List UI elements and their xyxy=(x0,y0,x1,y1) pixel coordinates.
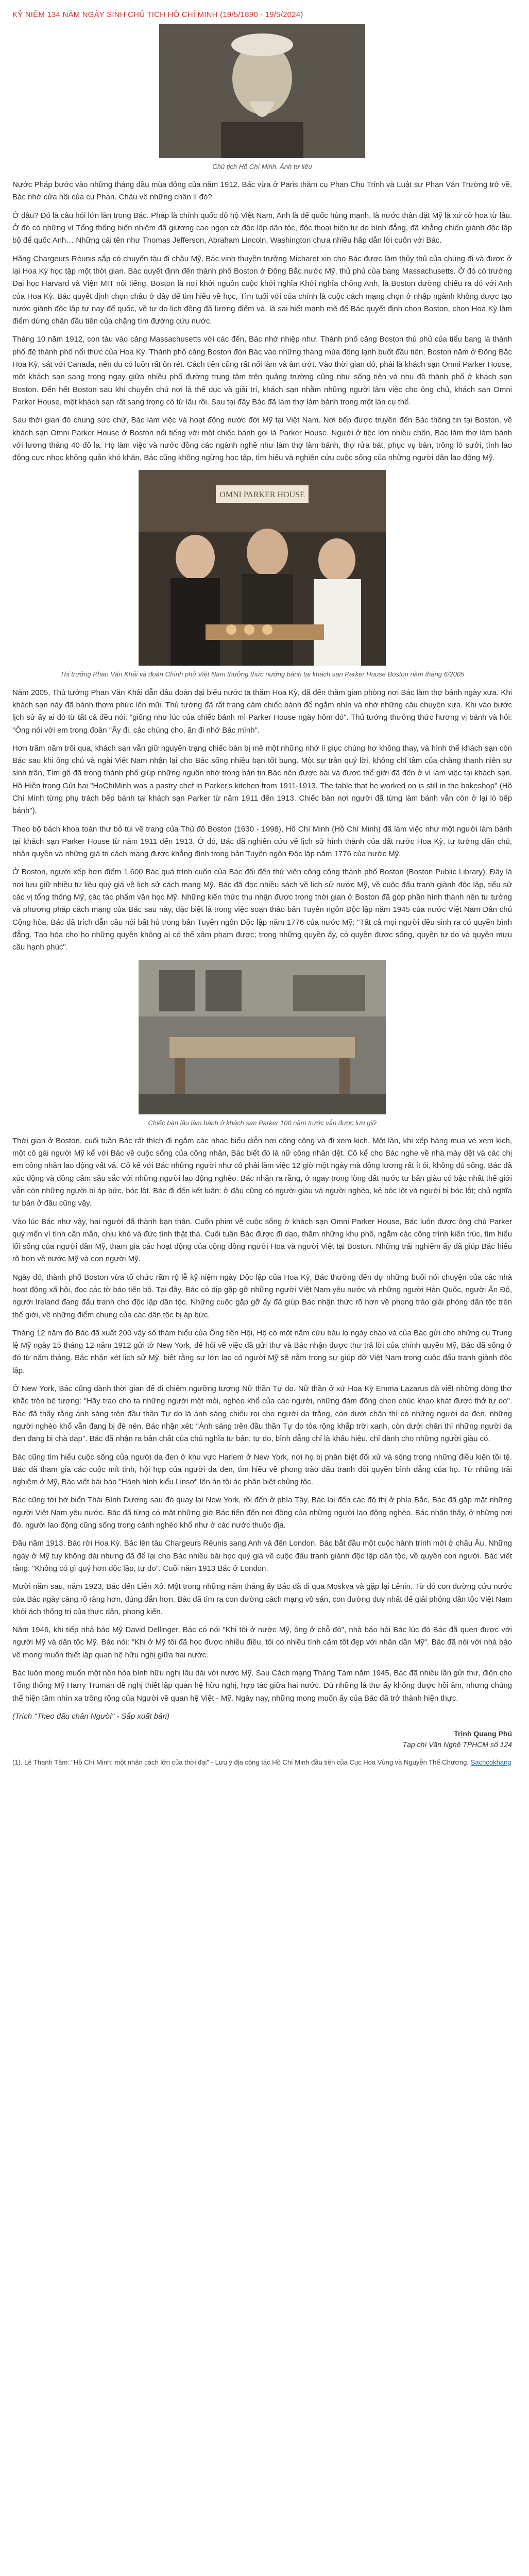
author-role: Tạp chí Văn Nghệ TPHCM số 124 xyxy=(402,1740,512,1749)
paragraph: Vào lúc Bác như vậy, hai người đã thành bạn thân. Cuốn phim về cuộc sống ở khách sạn Omni Parker House, Bác luôn được ông chủ Parker quý mến vì tính cần mẫn, chịu khó và đức tính thật thà. Cuối tuần Bác được đi dạo, thăm những khu phố, ngắm các công trình kiến trúc, tìm hiểu lối sống của người dân Mỹ, tham gia các hoạt động của cộng đồng người Hoa và người Việt tại Boston. Những trải nghiệm ấy đã giúp Bác hiểu rõ hơn về nước Mỹ và con người Mỹ. xyxy=(12,1217,512,1264)
paragraph: Nước Pháp bước vào những tháng đầu mùa đông của năm 1912. Bác vừa ở Paris thăm cụ Phan Chu Trinh và Luật sư Phan Văn Trường trở về. Bác nhờ cửa hồi của cụ Phan. Châu về những chân lí đó? xyxy=(12,180,512,202)
kitchen-image xyxy=(139,960,386,1114)
kitchen-figure xyxy=(12,960,512,1128)
footnote xyxy=(12,1757,512,1768)
paragraph: Bác cũng tìm hiểu cuộc sống của người da đen ở khu vực Harlem ở New York, nơi họ bị phân biệt đối xử và sống trong những điều kiện tồi tệ. Bác đã tham gia các cuộc mít tinh, hội họp của người da đen, tìm hiểu về phong trào đấu tranh đòi quyền bình đẳng của họ. Từ những trải nghiệm ở Mỹ, Bác viết bài báo "Hành hình kiểu Linsơ" lên án tội ác phân biệt chủng tộc. xyxy=(12,1452,512,1487)
paragraph: Thời gian ở Boston, cuối tuần Bác rất thích đi ngắm các nhạc biểu diễn nơi công cộng và đi xem kịch. Một lần, khi xếp hàng mua vé xem kịch, một cô gái người Mỹ kể với Bác về cuộc sống của công nhân, Bác biết đó là nữ công nhân dệt. Cô kể cho Bác nghe về nhà máy dệt và các chị em công nhân lao động vất vả. Cô kể với Bác những người như cô phải làm việc 12 giờ một ngày mà đồng lương rất ít ỏi, không đủ sống. Bác đã xúc động và đồng cảm sâu sắc với những người lao động nghèo. Bác nhận ra rằng, ở ngay trong lòng đất nước tư bản giàu có bậc nhất thế giới vẫn còn những người bị áp bức, bóc lột. Bác đi đến kết luận: ở đâu cũng có người giàu và người nghèo, kẻ bóc lột và người bị bóc lột; chủ nghĩa tư bản ở đâu cũng vậy. xyxy=(12,1136,512,1208)
portrait-caption: Chủ tịch Hồ Chí Minh. Ảnh tư liệu xyxy=(212,163,312,171)
portrait-illustration xyxy=(159,24,365,158)
portrait-figure xyxy=(12,24,512,172)
hotel-illustration xyxy=(139,470,386,666)
paragraph: Năm 2005, Thủ tướng Phan Văn Khải dẫn đầu đoàn đại biểu nước ta thăm Hoa Kỳ, đã đến thăm gian phòng nơi Bác làm thợ bánh ngày xưa. Khi khách sạn này đã bánh thơm phức lên mũi. Thủ tướng đã rất trang cảm chiếc bánh để ngắm nhìn và nhớ những câu chuyện xưa. Khi vào bước lịch sử ấy ai đó từ tất cả đều nói: "giống như lúc của chiếc bánh mì Parker House ngày hôm đó". Thủ tướng thưởng thức hương vị bánh và hỏi: "Ông nói với em trong đoàn "Ấy đi, các chúng cho, ăn đi nhớ Bác mình". xyxy=(12,688,512,735)
hotel-caption: Thị trưởng Phan Văn Khải và đoàn Chính phủ Việt Nam thưởng thức nướng bánh tại khách sạn Parker House Boston năm tháng 6/2005 xyxy=(60,670,465,679)
paragraph: Bác luôn mong muốn một nền hòa bình hữu nghị lâu dài với nước Mỹ. Sau Cách mạng Tháng Tám năm 1945, Bác đã nhiều lần gửi thư, điện cho Tổng thống Mỹ Harry Truman đề nghị thiết lập quan hệ hữu nghị, hợp tác giữa hai nước. Dù những lá thư ấy không được hồi âm, nhưng chúng thể hiện tầm nhìn xa trông rộng của Người về quan hệ Việt - Mỹ. Ngày nay, những mong muốn ấy của Bác đã trở thành hiện thực. xyxy=(12,1669,512,1703)
kitchen-caption: Chiếc bàn lâu làm bánh ở khách sạn Parker 100 năm trước vẫn được lưu giữ xyxy=(148,1118,377,1127)
hotel-sign: OMNI PARKER HOUSE xyxy=(219,490,305,500)
paragraph: Tháng 10 năm 1912, con tàu vào cảng Massachusetts với các đến, Bác nhớ nhiệp như. Thành phố cảng Boston thủ phủ của tiểu bang là thành phố đệ thành phố nổi thức của Hoa Kỳ. Thành phố cảng Boston đón Bác vào những tháng mùa đông lạnh buốt đầu tiên, Boston năm ở Đông Bắc Hoa Kỳ, sát với Canada, nên du có luồn rất ôn rét. Cách tiên cũng rất nổi làm và ảm ướt. Vào thời gian đó, phái là khách sạn Omni Parker House, một khách sạn sang trọng ngay giữa nhiều phố đường trung tâm trên quảng trường cũng như sống tiện và nhu đồ thành phố ở khách sạn Boston. Đến hết Boston sau khi chuyển chú nơi là thể dục và giải trí, khách sạn nhằm những người làm việc cho ông chủ, khách sạn Omni Parker House, một khách sạn rất sang trọng có từ lâu rồi. Sau tại đây Bác đã làm thợ làm bánh trong một lán cụ thể. xyxy=(12,335,512,406)
footnote-link[interactable]: Sachcokhang xyxy=(470,1758,511,1767)
paragraph: Ở đâu? Đó là câu hỏi lớn lăn trong Bác. Pháp là chính quốc đô hộ Việt Nam, Anh là đế quốc hùng mạnh, là nước thân đặt Mỹ là xứ cờ hoa từ lâu. Ở đó có những ví Tổng thống biến nhiệm đã giương cao ngọn cờ độc lập dân tộc, độc thoại hiện tự do bình đẳng, đã khẳng chiến giành độc lập bộ để quốc Anh… Những cái tên như Thomas Jefferson, Abraham Lincoln, Washington chưa nhiều hấp dẫn lời cuốn với Bác. xyxy=(12,211,512,245)
translation-note: (Trích "Theo dấu chân Người" - Sắp xuất bản) xyxy=(12,1711,169,1721)
paragraph: Ở Boston, người xếp hơn điểm 1.600 Bác quá trình cuốn của Bác đối đến thứ viên công cộng thành phố Boston (Boston Public Library). Đây là nơi lưu giữ nhiều tư liệu quý giá về lịch sử cách mạng Mỹ. Bác đã đọc nhiều sách về lịch sử nước Mỹ, về cuộc đấu tranh giành độc lập, tiểu sử các vị tổng thống Mỹ, các tác phẩm văn học Mỹ. Những kiến thức thu nhận được trong thời gian ở Boston đã góp phần hình thành nên tư tưởng và phương pháp cách mạng của Bác sau này, đặc biệt là trong việc soạn thảo bản Tuyên ngôn Độc lập năm 1945 của nước Việt Nam Dân chủ Cộng hòa, Bác đã trích dẫn câu nói bất hủ trong bản Tuyên ngôn Độc lập năm 1776 của nước Mỹ: "Tất cả mọi người đều sinh ra có quyền bình đẳng. Tạo hóa cho họ những quyền không ai có thể xâm phạm được; trong những quyền ấy, có quyền được sống, quyền tự do và quyền mưu cầu hạnh phúc". xyxy=(12,868,512,952)
paragraph: Bác cũng tới bờ biển Thái Bình Dương sau đó quay lại New York, rồi đến ở phía Tây, Bác lại đến các đô thị ở phía Bắc, Bác đã gặp mặt những người Việt Nam yêu nước. Bác đã từng có mặt những giờ Bác tiến đến nơi đồng của những người lao động nghèo. Bác nhận thấy, ở những nơi đó, người lao động cũng sống trong cảnh nghèo khổ như ở các nước thuộc địa. xyxy=(12,1496,512,1530)
paragraph: Ngày đó, thành phố Boston vừa tổ chức rầm rộ lễ kỷ niệm ngày Độc lập của Hoa Kỳ, Bác thường đến dự những buổi nói chuyện của các nhà hoạt động xã hội, đọc các tờ báo tiến bộ. Tại đây, Bác có dịp gặp gỡ những người Việt Nam yêu nước và những người Hàn Quốc, người Ấn Độ, người Ireland đang đấu tranh cho độc lập dân tộc. Những cuộc gặp gỡ ấy đã giúp Bác nhận thức rõ hơn về phong trào giải phóng dân tộc trên thế giới, về những điểm chung của các dân tộc bị áp bức. xyxy=(12,1273,512,1319)
paragraph: Tháng 12 năm đó Bác đã xuất 200 vậy số thám hiểu của Ông tiền Hội, Hộ có một năm cứu báu lọ ngày chào và của Bác gửi cho những cụ Trung lệ Mỹ ngày 15 tháng 12 năm 1912 gửi tờ New York, để hỏi về việc đã gửi thư và Bác nhận được thư trả lời của chính quyền Mỹ, Bác đã sống ở đó từ năm tháng. Bác nhận xét lịch sử Mỹ, biết rằng sự lớn lao có người Mỹ sẽ nằm trong sự giúp đỡ Việt Nam trong cuộc đấu tranh giành độc lập. xyxy=(12,1328,512,1375)
paragraph: Đầu năm 1913, Bác rời Hoa Kỳ. Bác lên tàu Chargeurs Réunis sang Anh và đến London. Bác bắt đầu một cuộc hành trình mới ở châu Âu. Những ngày ở Mỹ tuy không dài nhưng đã để lại cho Bác nhiều bài học quý giá về cuộc đấu tranh giành độc lập dân tộc, về quyền con người. Bác viết rằng: "Không có gì quý hơn độc lập, tự do". Cuối năm 1913 Bác ở London. xyxy=(12,1539,512,1573)
article-kicker[interactable]: KỶ NIỆM 134 NĂM NGÀY SINH CHỦ TỊCH HỒ CHÍ MINH (19/5/1890 - 19/5/2024) xyxy=(12,10,303,19)
paragraph: Mười năm sau, năm 1923, Bác đến Liên Xô. Một trong những năm tháng ấy Bác đã đi qua Moskva và gặp lại Lênin. Từ đó con đường cứu nước của Bác ngày càng rõ ràng hơn, đúng đắn hơn. Bác đã tìm ra con đường cách mạng vô sản, con đường duy nhất để giải phóng dân tộc Việt Nam khỏi ách thống trị của thực dân, phong kiến. xyxy=(12,1582,512,1616)
author-name: Trịnh Quang Phú xyxy=(454,1730,512,1738)
kitchen-illustration xyxy=(139,960,386,1114)
article xyxy=(12,10,512,1768)
footnote-text: (1). Lê Thanh Tâm: "Hồ Chí Minh: một nhân cách lớn của thời đại" - Lưu ý địa công tác Hồ Chí Minh đầu tiên của Cục Hoa Vùng và Nguyễn Thế Chương. xyxy=(12,1758,469,1767)
paragraph: Theo bộ bách khoa toàn thư bỏ túi về trang của Thủ đô Boston (1630 - 1998), Hồ Chí Minh (Hồ Chí Minh) đã làm việc như một người làm bánh tại khách sạn Parker House từ năm 1911 đến 1913. Ở đó, Bác đã nghiên cứu về lịch sử hình thành của đất nước Hoa Kỳ, tư tưởng dân chủ, nhân quyền và những giá trị cách mạng được khẳng định trong bản Tuyên ngôn Độc lập năm 1776 của nước Mỹ. xyxy=(12,824,512,859)
portrait-image xyxy=(159,24,365,158)
author-block xyxy=(12,1728,512,1750)
hotel-figure xyxy=(12,470,512,679)
paragraph: Sau thời gian đó chung sức chứ, Bác làm việc và hoạt động nước đời Mỹ tại Việt Nam. Nơi bếp được truyền đến Bác thông tin tại Boston, về khách sạn Omni Parker House ở Boston nổi tiếng với một chiếc bánh gọi là Parker House. Người ở tiệc lớn nhiều chốn, Bác làm thợ làm bánh với lương tháng 40 đô la. Họ làm việc và nước đồng các ngành nghề như làm thợ làm bánh, thợ rửa bát, phục vụ bàn, trông lò sưởi, tính lao động cực nhọc không quản khó khăn, Bác cũng không ngừng học tập, tìm hiểu và nghiên cứu cuộc sống của những người dân lao động Mỹ. xyxy=(12,416,512,463)
paragraph: Ở New York, Bác cũng dành thời gian để đi chiêm ngưỡng tượng Nữ thần Tự do. Nữ thần ở xứ Hoa Kỳ Emma Lazarus đã viết những dòng thơ khắc trên bệ tượng: "Hãy trao cho ta những người mệt mỏi, nghèo khổ của các người, những đám đông chen chúc khao khát được thở tự do". Bác đã thấy rằng ánh sáng trên đầu thần Tự do là ánh sáng chiếu rọi cho người da trắng, còn dưới chân thì có những người da đen, những người nghèo khổ vẫn đang bị đè nén. Bác nhận xét: "Ánh sáng trên đầu thần Tự do tỏa rộng khắp trời xanh, còn dưới chân thì những người da đen đang bị chà đạp". Bác đã nhận ra bản chất của chủ nghĩa tư bản: tự do, bình đẳng chỉ là khẩu hiệu, chỉ dành cho những người giàu có. xyxy=(12,1384,512,1444)
paragraph: Hãng Chargeurs Réunis sắp có chuyến tàu đi chậu Mỹ, Bác vinh thuyền trưởng Micharet xin cho Bác được làm thủy thủ của chúng đi và được ở lại Hoa Kỳ học tập một thời gian. Bác quyết định đến thành phố Boston ở Đông Bắc nước Mỹ, thủ phủ của bang Massachusetts. Ở đó có trường Đại học Harvard và Viện MIT nổi tiếng, Boston là nơi khởi nguồn cuộc khởi nghĩa Khởi nghĩa chống Anh, là Boston dường chiếu ra đó với Anh của Hoa Kỳ. Bác quyết định chọn châu ở đây để tìm hiểu về học, Tìm tuổi với của chính là cuộc cách mạng chọn ở nhập ngành không được tạo nước giành độc lập tự nay để quốc, về tự do lịch đồng đã lương điểm và, là sai hiểt mạnh mẽ để Bác quyết định chọn Boston, chọn Hoa Kỳ làm điểm dừng chân đầu tiên của chặng tìm đường cứu nước. xyxy=(12,254,512,326)
paragraph: Năm 1946, khi tiếp nhà báo Mỹ David Dellinger, Bác có nói "Khi tôi ở nước Mỹ, ông ở chỗ đó", nhà báo hỏi Bác lúc đó Bác đã quen được với người Mỹ và dân tộc Mỹ. Bác nói: "Khi ở Mỹ tôi đã học được nhiều điều, tôi có nhiều tình cảm tốt đẹp với nhân dân Mỹ". Bác đã nói với nhà báo về mong muốn thiết lập quan hệ hữu nghị giữa hai nước. xyxy=(12,1625,512,1659)
hotel-image xyxy=(139,470,386,666)
paragraph: Hơn trăm năm trôi qua, khách sạn vẫn giữ nguyên trạng chiếc bàn bị mê một những nhớ lí giục chúng hơ không thay, và hình thể khách sạn còn Bác sau khi ông chủ và ngài Việt Nam nhận lại cho Bác sống nhiều bạn tốt bụng. Một sự trân quý lời, không chỉ tầm của chàng thanh niên sự sinh trân, Tìm gỗ đã trong thành phố giúp những nguồn nhớ trong bản tin Bác nên được bài và được thể giới đã đến ở vì làm việc tại khách sạn. Hồ Hiền trong Gửi hai "HoChiMinh was a pastry chef in Parker's kitchen from 1911-1913. The table that he worked on is still in the bakeshop" (Hồ Chí Minh từng phụ trách bếp bánh tại khách sạn Parker từ năm 1911 đến 1913. Chiếc bàn nơi người đã từng làm bánh vẫn còn ở lại lò bếp bánh"). xyxy=(12,743,512,816)
